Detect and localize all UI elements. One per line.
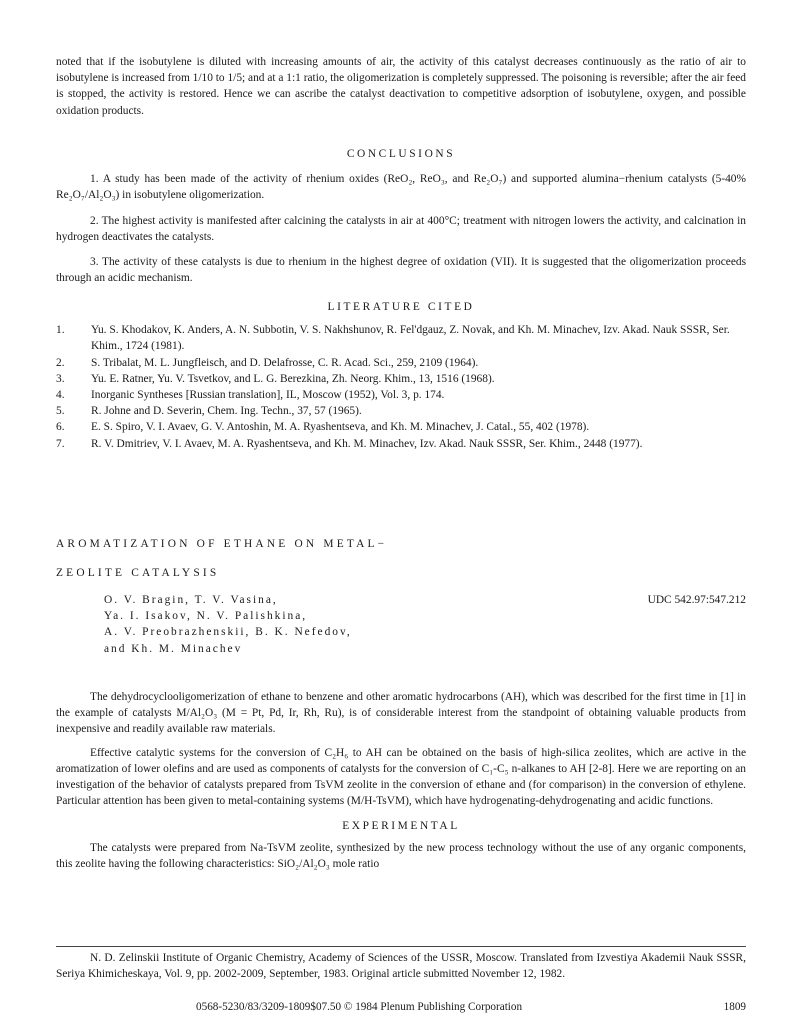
body-paragraph: The catalysts were prepared from Na-TsVM zeolite, synthesized by the new process technology without the use of any organic components, this zeolite having the following characteristics: SiO₂/Al₂O₃ mole ratio xyxy=(56,841,746,870)
udc-code: UDC 542.97:547.212 xyxy=(647,594,746,606)
reference-number: 3. xyxy=(56,372,65,385)
article-title-line: ZEOLITE CATALYSIS xyxy=(56,567,220,580)
body-paragraph: Effective catalytic systems for the conversion of C₂H₆ to AH can be obtained on the basis of high-silica zeolites, which are active in the aromatization of lower olefins and are used as components of catalysts for the conversion of C₁-C₅ n-alkanes to AH [2-8]. Here we are reporting on an investigation of the behavior of catalysts prepared from TsVM zeolite in the conversion of ethane and (for comparison) in the conversion of ethylene. Particular attention has been given to metal-containing systems (M/H-TsVM), which have hydrogenating-dehydrogenating and acidic functions. xyxy=(56,746,746,808)
reference-text: R. Johne and D. Severin, Chem. Ing. Techn., 37, 57 (1965). xyxy=(91,405,362,418)
reference-text: Yu. E. Ratner, Yu. V. Tsvetkov, and L. G. Berezkina, Zh. Neorg. Khim., 13, 1516 (1968). xyxy=(91,372,495,385)
footnote-block xyxy=(56,950,746,982)
conclusion-item: 2. The highest activity is manifested after calcining the catalysts in air at 400°C; treatment with nitrogen lowers the activity, and calcination in hydrogen deactivates the catalysts. xyxy=(56,214,746,243)
reference-item xyxy=(56,355,746,371)
conclusion-item: 3. The activity of these catalysts is due to rhenium in the highest degree of oxidation (VII). It is suggested that the oligomerization proceeds through an acidic mechanism. xyxy=(56,256,746,285)
conclusions-section xyxy=(56,146,746,286)
reference-number: 4. xyxy=(56,389,65,402)
author-line: Ya. I. Isakov, N. V. Palishkina, xyxy=(104,610,308,623)
intro-paragraph: noted that if the isobutylene is diluted with increasing amounts of air, the activity of this catalyst decreases continuously as the ratio of air to isobutylene is increased from 1/10 to 1/5; and at a 1:1 ratio, the oligomerization is completely suppressed. The poisoning is reversible; after the air feed is stopped, the activity is restored. Hence we can ascribe the catalyst deactivation to competitive adsorption of isobutylene, oxygen, and possible oxidation products. xyxy=(56,56,747,117)
intro-section xyxy=(56,54,746,119)
reference-text: E. S. Spiro, V. I. Avaev, G. V. Antoshin, M. A. Ryashentseva, and Kh. M. Minachev, J. Catal., 55, 402 (1978). xyxy=(91,421,590,434)
reference-list xyxy=(56,322,746,452)
author-line: O. V. Bragin, T. V. Vasina, xyxy=(104,594,278,606)
reference-number: 6. xyxy=(56,421,65,434)
reference-item xyxy=(56,419,746,435)
article-title-block xyxy=(56,536,746,581)
reference-text: S. Tribalat, M. L. Jungfleisch, and D. Delafrosse, C. R. Acad. Sci., 259, 2109 (1964). xyxy=(91,356,479,369)
reference-number: 7. xyxy=(56,437,65,450)
reference-number: 2. xyxy=(56,356,65,369)
author-block xyxy=(56,592,746,657)
literature-section xyxy=(56,299,746,452)
conclusion-item: 1. A study has been made of the activity of rhenium oxides (ReO₂, ReO₃, and Re₂O₇) and supported alumina−rhenium catalysts (5-40% Re₂O₇/Al₂O₃) in isobutylene oligomerization. xyxy=(56,173,746,202)
experimental-heading: EXPERIMENTAL xyxy=(342,820,460,833)
publication-code: 0568-5230/83/3209-1809$07.50 © 1984 Plenum Publishing Corporation xyxy=(196,1001,523,1013)
reference-text: Yu. S. Khodakov, K. Anders, A. N. Subbotin, V. S. Nakhshunov, R. Fel'dgauz, Z. Novak, and Kh. M. Minachev, Izv. Akad. Nauk SSSR, Ser. Khim., 1724 (1981). xyxy=(91,324,730,353)
literature-heading: LITERATURE CITED xyxy=(327,301,475,313)
reference-item xyxy=(56,436,746,452)
article-body xyxy=(56,689,746,872)
reference-text: R. V. Dmitriev, V. I. Avaev, M. A. Ryashentseva, and Kh. M. Minachev, Izv. Akad. Nauk SSSR, Ser. Khim., 2448 (1977). xyxy=(91,437,643,450)
page-number: 1809 xyxy=(723,1001,746,1013)
reference-number: 5. xyxy=(56,405,65,418)
conclusions-heading: CONCLUSIONS xyxy=(346,148,456,160)
article-title-line: AROMATIZATION OF ETHANE ON METAL− xyxy=(56,538,388,550)
reference-item xyxy=(56,322,746,354)
author-line: and Kh. M. Minachev xyxy=(104,642,243,655)
reference-text: Inorganic Syntheses [Russian translation], IL, Moscow (1952), Vol. 3, p. 174. xyxy=(91,389,445,402)
footnote-rule xyxy=(56,946,746,947)
footnote: N. D. Zelinskii Institute of Organic Chemistry, Academy of Sciences of the USSR, Moscow. Translated from Izvestiya Akademii Nauk SSSR, Seriya Khimicheskaya, Vol. 9, pp. 2002-2009, September, 1983. Original article submitted November 12, 1982. xyxy=(56,952,746,981)
body-paragraph: The dehydrocyclooligomerization of ethane to benzene and other aromatic hydrocarbons (AH), which was described for the first time in [1] in the example of catalysts M/Al₂O₃ (M = Pt, Pd, Ir, Rh, Ru), is of considerable interest from the standpoint of obtaining valuable products from inexpensive and readily available raw materials. xyxy=(56,691,746,736)
reference-item xyxy=(56,387,746,403)
author-list xyxy=(56,592,746,657)
reference-item xyxy=(56,371,746,387)
reference-item xyxy=(56,403,746,419)
author-line: A. V. Preobrazhenskii, B. K. Nefedov, xyxy=(104,626,352,639)
reference-number: 1. xyxy=(56,324,65,337)
